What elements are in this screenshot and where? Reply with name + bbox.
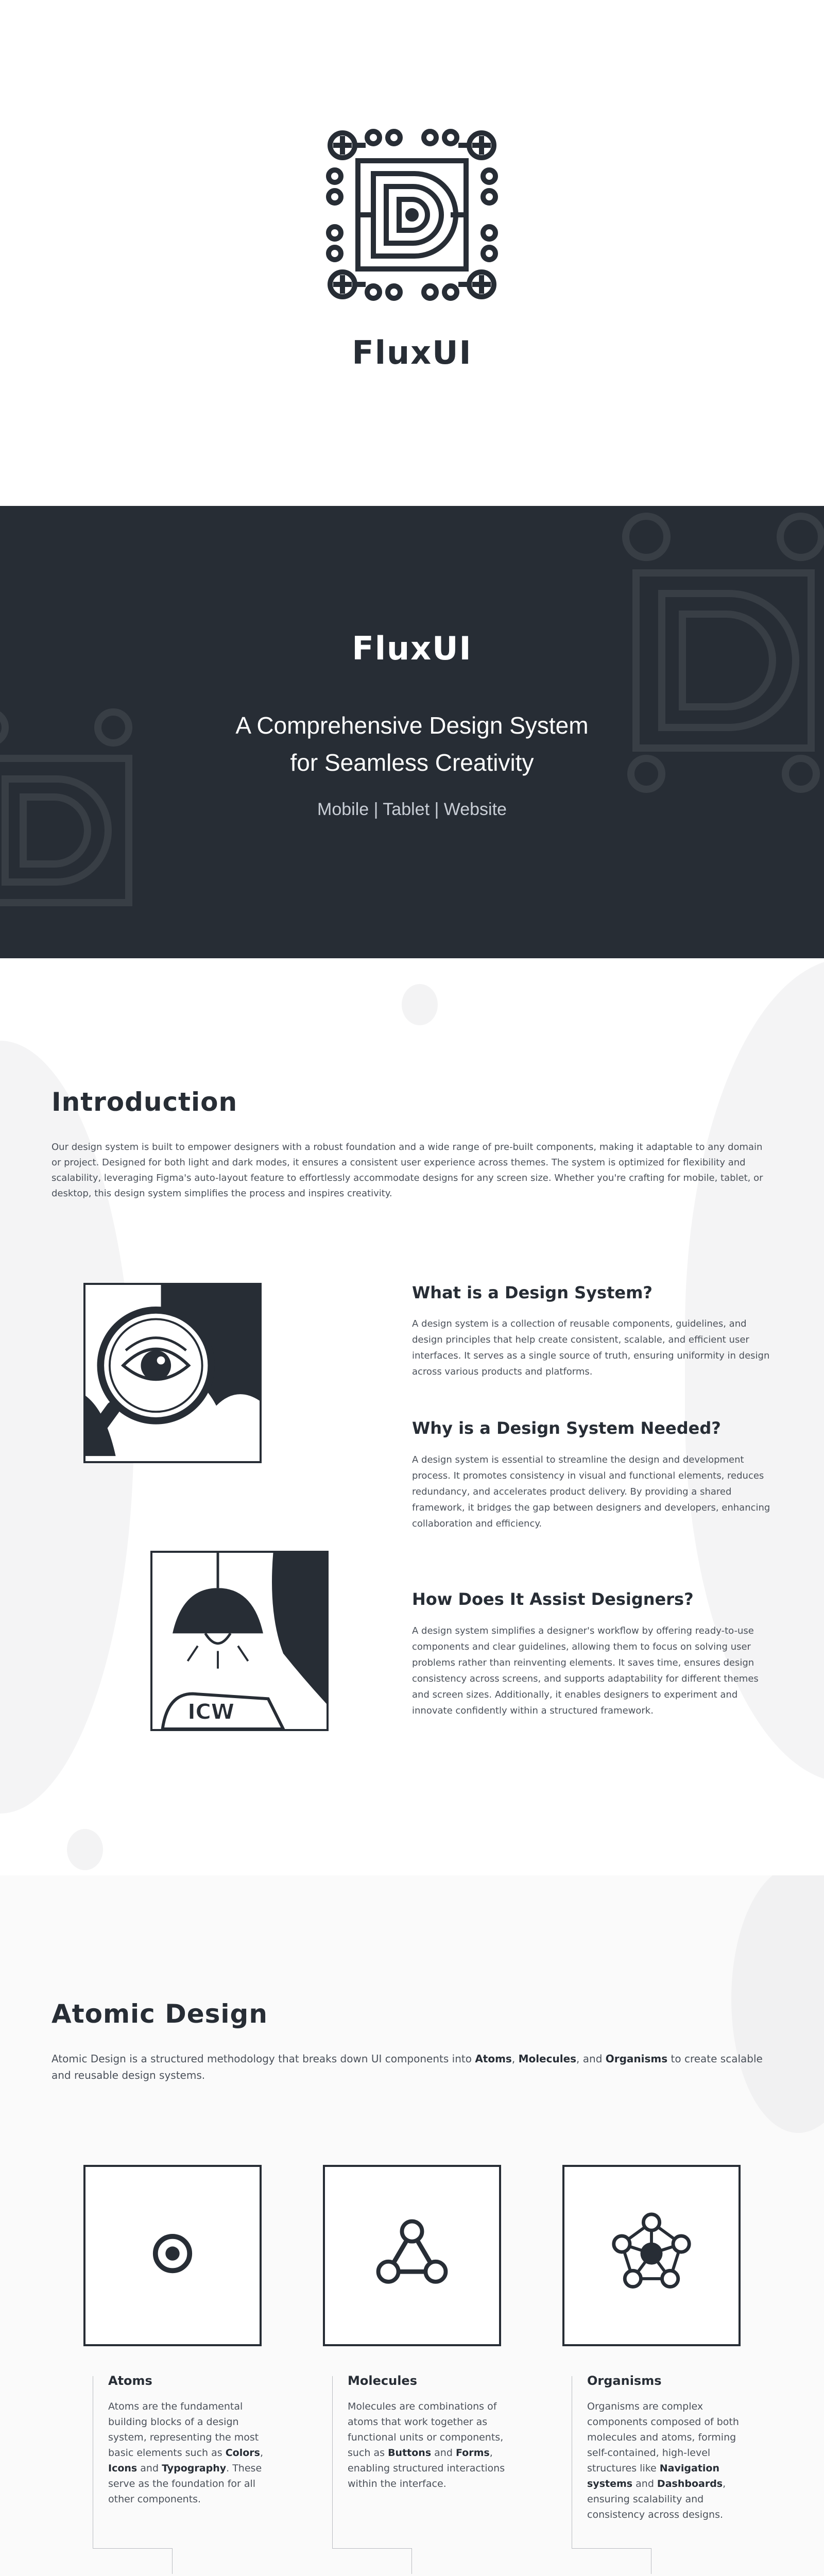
background-blob: [67, 1829, 103, 1870]
connector-line: [572, 2376, 651, 2549]
qa-title-why: Why is a Design System Needed?: [412, 1418, 721, 1438]
molecule-card: [323, 2165, 501, 2346]
svg-text:ICW: ICW: [187, 1699, 234, 1724]
card-text: and: [632, 2478, 657, 2489]
card-text: Molecules are combinations of atoms that work together as functional units or components, such as: [348, 2401, 504, 2459]
card-bold: Buttons: [388, 2447, 432, 2459]
connector-line: [93, 2376, 173, 2549]
molecule-title: Molecules: [348, 2374, 417, 2388]
connector-line: [411, 2548, 412, 2574]
qa-body-why: A design system is essential to streamline the design and development process. It promotes consistency in visual and functional elements, reduces redundancy, and accelerates product delivery. By providing a shared framework, it bridges the gap between designers and developers, enhancing collaboration and efficiency.: [412, 1454, 770, 1529]
atom-card: [83, 2165, 262, 2346]
banner-brand-title: FluxUI: [352, 630, 472, 667]
molecule-icon: [325, 2167, 499, 2344]
card-text: , ensuring scalability and consistency across designs.: [587, 2478, 726, 2520]
card-text: . These serve as the foundation for all other components.: [108, 2463, 262, 2505]
qa-title-what: What is a Design System?: [412, 1283, 653, 1302]
qa-body-what: A design system is a collection of reusable components, guidelines, and design principles that help create consistent, scalable, and efficient user interfaces. It serves as a single source of truth, ensuring uniformity in design across various products and platforms.: [412, 1318, 770, 1377]
tagline-line: for Seamless Creativity: [290, 749, 534, 776]
hero-brand-title: FluxUI: [352, 334, 472, 371]
card-text: Atoms are the fundamental building blocks of a design system, representing the most basic elements such as: [108, 2401, 259, 2459]
card-text: ,: [260, 2447, 263, 2459]
card-bold: Navigation systems: [587, 2463, 719, 2489]
atomic-intro-text: to create scalable and reusable design systems.: [52, 2053, 763, 2081]
atomic-intro-bold: Molecules: [518, 2053, 577, 2065]
connector-line: [172, 2548, 173, 2574]
connector-line: [332, 2376, 412, 2549]
introduction-section: [0, 958, 824, 1875]
card-text: and: [431, 2447, 456, 2459]
background-blob: [731, 1875, 824, 2133]
atomic-intro-text: Atomic Design is a structured methodology that breaks down UI components into: [52, 2053, 475, 2065]
fluxui-logo-icon: [324, 127, 500, 302]
qa-title-how: How Does It Assist Designers?: [412, 1589, 694, 1609]
hero-section: [0, 0, 824, 506]
atom-title: Atoms: [108, 2374, 152, 2388]
lamp-illustration: [150, 1551, 329, 1731]
magnifier-eye-illustration: [83, 1283, 262, 1463]
card-bold: Typography: [162, 2463, 227, 2474]
tagline-line: A Comprehensive Design System: [235, 712, 589, 739]
qa-body-how: A design system simplifies a designer's workflow by offering ready-to-use components and clear guidelines, allowing them to focus on solving user problems rather than reinventing elements. It saves time, ensures design consistency across screens, and supports adaptability for different themes and screen sizes. Additionally, it enables designers to experiment and innovate confidently within a structured framework.: [412, 1625, 759, 1716]
atomic-design-body: [52, 2050, 772, 2083]
organism-card: [562, 2165, 741, 2346]
atomic-design-section: [0, 1875, 824, 2576]
card-text: and: [137, 2463, 162, 2474]
organism-title: Organisms: [587, 2374, 662, 2388]
card-text: Organisms are complex components composed of both molecules and atoms, forming self-contained, high-level structures like: [587, 2401, 739, 2474]
atomic-intro-bold: Atoms: [475, 2053, 512, 2065]
introduction-title: Introduction: [52, 1087, 238, 1117]
platforms-label: Mobile | Tablet | Website: [317, 800, 507, 819]
banner-section: [0, 506, 824, 958]
atomic-intro-text: , and: [576, 2053, 606, 2065]
organism-icon: [564, 2167, 739, 2344]
atomic-intro-bold: Organisms: [605, 2053, 668, 2065]
atomic-intro-text: ,: [511, 2053, 519, 2065]
card-bold: Dashboards: [657, 2478, 723, 2489]
card-bold: Colors: [225, 2447, 260, 2459]
card-bold: Icons: [108, 2463, 138, 2474]
card-text: , enabling structured interactions within the interface.: [348, 2447, 505, 2489]
atomic-design-title: Atomic Design: [52, 1999, 268, 2029]
banner-tagline: [0, 707, 824, 781]
background-blob: [402, 984, 438, 1025]
introduction-body: Our design system is built to empower designers with a robust foundation and a wide range of pre-built components, making it adaptable to any domain or project. Designed for both light and dark modes, it ensures a consistent user experience across themes. The system is optimized for flexibility and scalability, leveraging Figma's auto-layout feature to effortlessly accommodate designs for any screen size. Whether you're crafting for mobile, tablet, or desktop, this design system simplifies the process and inspires creativity.: [52, 1142, 763, 1199]
card-bold: Forms: [455, 2447, 490, 2459]
atom-icon: [85, 2167, 260, 2344]
